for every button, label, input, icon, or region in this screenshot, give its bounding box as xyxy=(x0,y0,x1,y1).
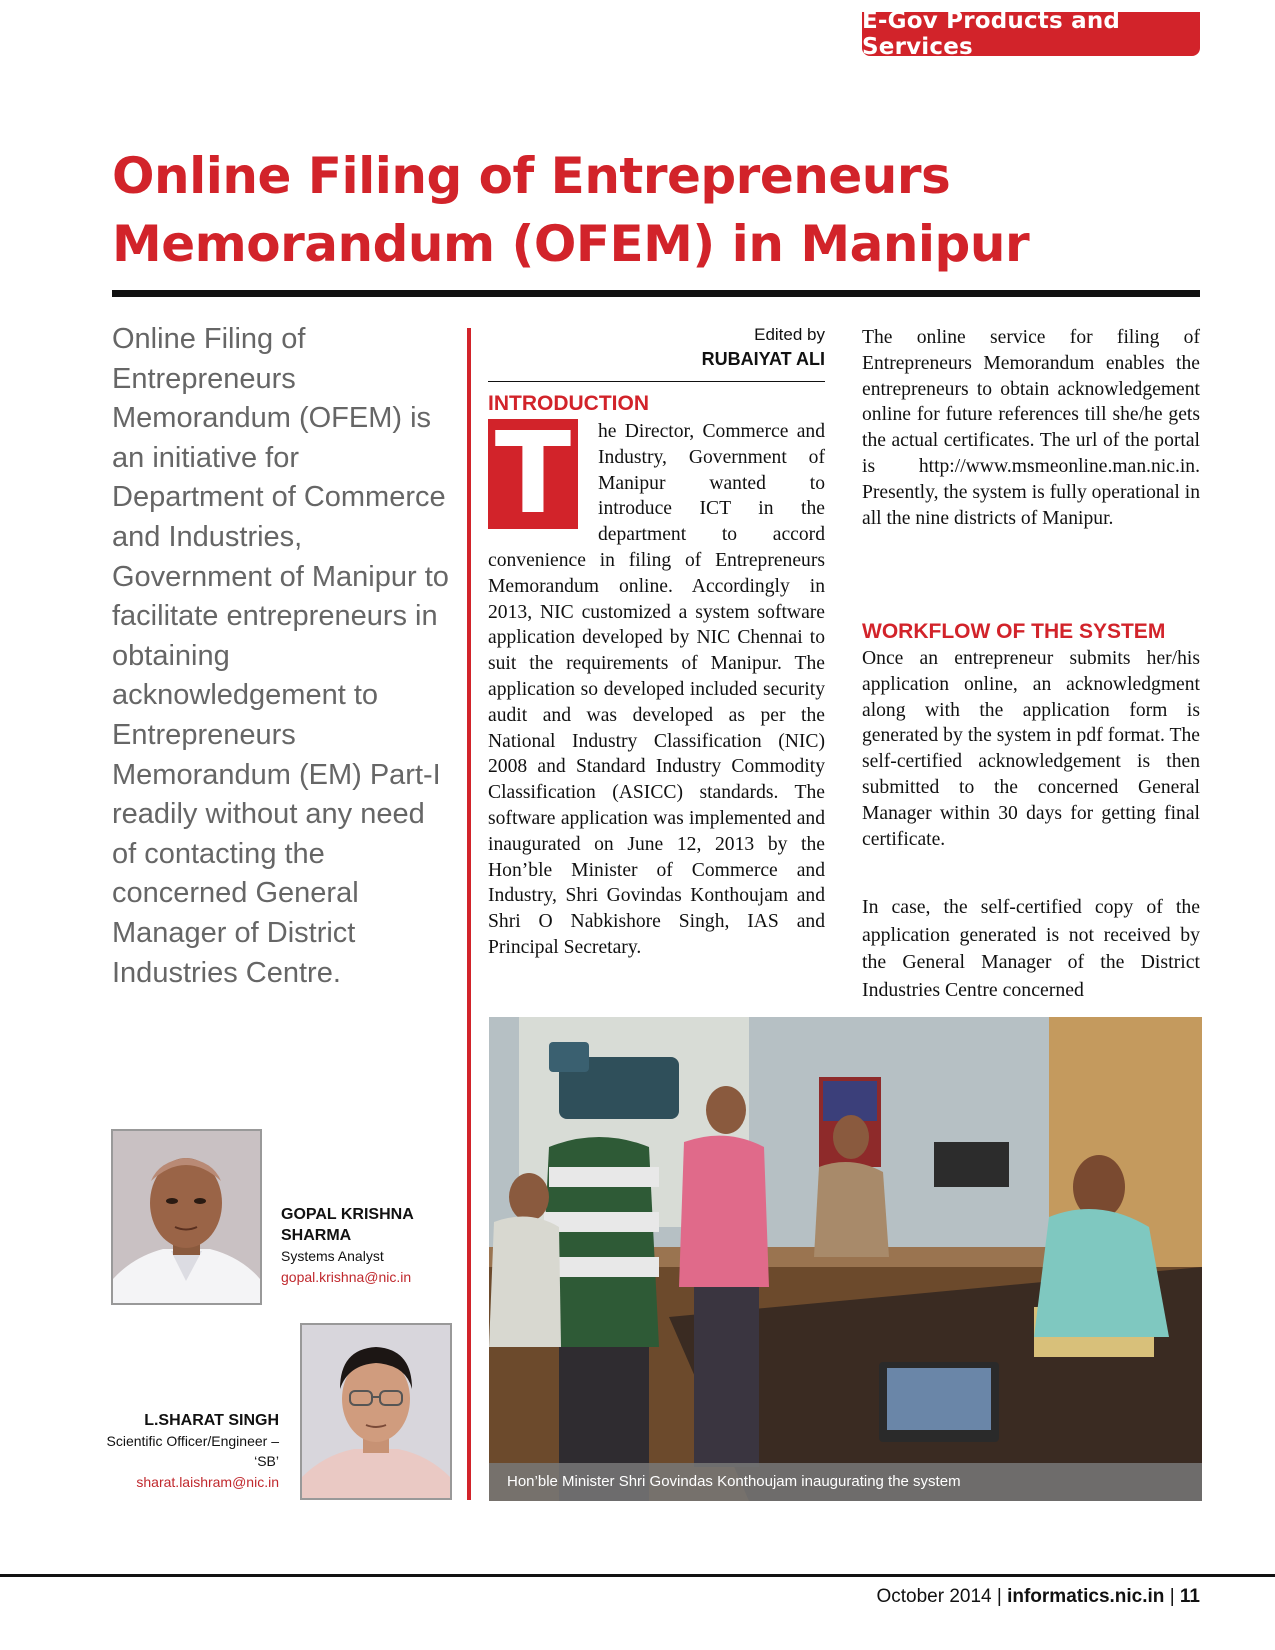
author-role: Systems Analyst xyxy=(281,1248,384,1264)
footer-rule xyxy=(0,1574,1275,1577)
footer-site[interactable]: informatics.nic.in xyxy=(1007,1586,1165,1607)
author-card-gopal xyxy=(281,1204,441,1288)
inauguration-photo-illustration xyxy=(489,1017,1202,1501)
section-tab: E-Gov Products and Services xyxy=(862,12,1200,56)
footer-date: October 2014 xyxy=(876,1586,992,1607)
title-line-1: Online Filing of Entrepreneurs xyxy=(112,147,951,205)
editor-rule xyxy=(488,381,825,382)
article-title xyxy=(112,142,1202,278)
editor-credit xyxy=(488,322,825,372)
edited-by-label: Edited by xyxy=(754,325,825,344)
author-photo-sharat xyxy=(300,1323,452,1500)
page-number: 11 xyxy=(1179,1586,1200,1607)
workflow-paragraph-2: In case, the self-certified copy of the application generated is not received by the General Manager of the District Industries Centre concerned xyxy=(862,896,1200,1001)
inauguration-photo xyxy=(489,1017,1202,1501)
intro-text: he Director, Commerce and Industry, Government of Manipur wanted to introduce ICT in the department to accord convenience in filing of Entrepreneurs Memorandum online. Accordingly in 2013, NIC customized a system software application developed by NIC Chennai to suit the requirements of Manipur. The application so developed included security audit and was developed as per the National Industry Classification (NIC) 2008 and Standard Industry Commodity Classification (ASICC) standards. The software application was implemented and inaugurated on June 12, 2013 by the Hon’ble Minister of Commerce and Industry, Shri Govindas Konthoujam and Shri O Nabkishore Singh, IAS and Principal Secretary. xyxy=(488,421,825,958)
column-divider xyxy=(467,328,471,1500)
author-name: L.SHARAT SINGH xyxy=(144,1412,279,1429)
intro-body xyxy=(488,409,825,961)
page-footer xyxy=(876,1578,1200,1616)
workflow-heading: WORKFLOW OF THE SYSTEM xyxy=(862,620,1166,643)
author-name: GOPAL KRISHNA SHARMA xyxy=(281,1206,414,1244)
author-photo-gopal xyxy=(111,1129,262,1305)
author-email[interactable]: sharat.laishram@nic.in xyxy=(136,1474,279,1490)
lead-paragraph: Online Filing of Entrepreneurs Memorandum (OFEM) is an initiative for Department of Commerce and Industries, Government of Manipur to facilitate entrepreneurs in obtaining acknowledgement to Entrepreneurs Memorandum (EM) Part-I readily without any need of contacting the concerned General Manager of District Industries Centre. xyxy=(112,323,449,989)
author-role: Scientific Officer/Engineer – ‘SB’ xyxy=(106,1433,279,1469)
drop-cap: T xyxy=(488,419,578,529)
editor-name: RUBAIYAT ALI xyxy=(701,349,825,369)
intro-heading: INTRODUCTION xyxy=(488,392,649,415)
photo-caption: Hon’ble Minister Shri Govindas Konthoujam inaugurating the system xyxy=(489,1463,1202,1501)
title-line-2: Memorandum (OFEM) in Manipur xyxy=(112,215,1030,273)
portal-paragraph: The online service for filing of Entrepreneurs Memorandum enables the entrepreneurs to obtain acknowledgement online for future references till she/he gets the actual certificates. The url of the portal is http://www.msmeonline.man.nic.in. Presently, the system is fully operational in all the nine districts of Manipur. xyxy=(862,327,1200,529)
author-email[interactable]: gopal.krishna@nic.in xyxy=(281,1269,412,1285)
footer-separator: | xyxy=(1169,1586,1180,1607)
title-rule xyxy=(112,290,1200,297)
footer-separator: | xyxy=(996,1586,1008,1607)
author-card-sharat xyxy=(100,1410,279,1493)
workflow-paragraph-1: Once an entrepreneur submits her/his application online, an acknowledgment along with the application form is generated by the system in pdf format. The self-certified acknowledgement is then submitted to the concerned General Manager within 30 days for getting final certificate. xyxy=(862,648,1200,850)
